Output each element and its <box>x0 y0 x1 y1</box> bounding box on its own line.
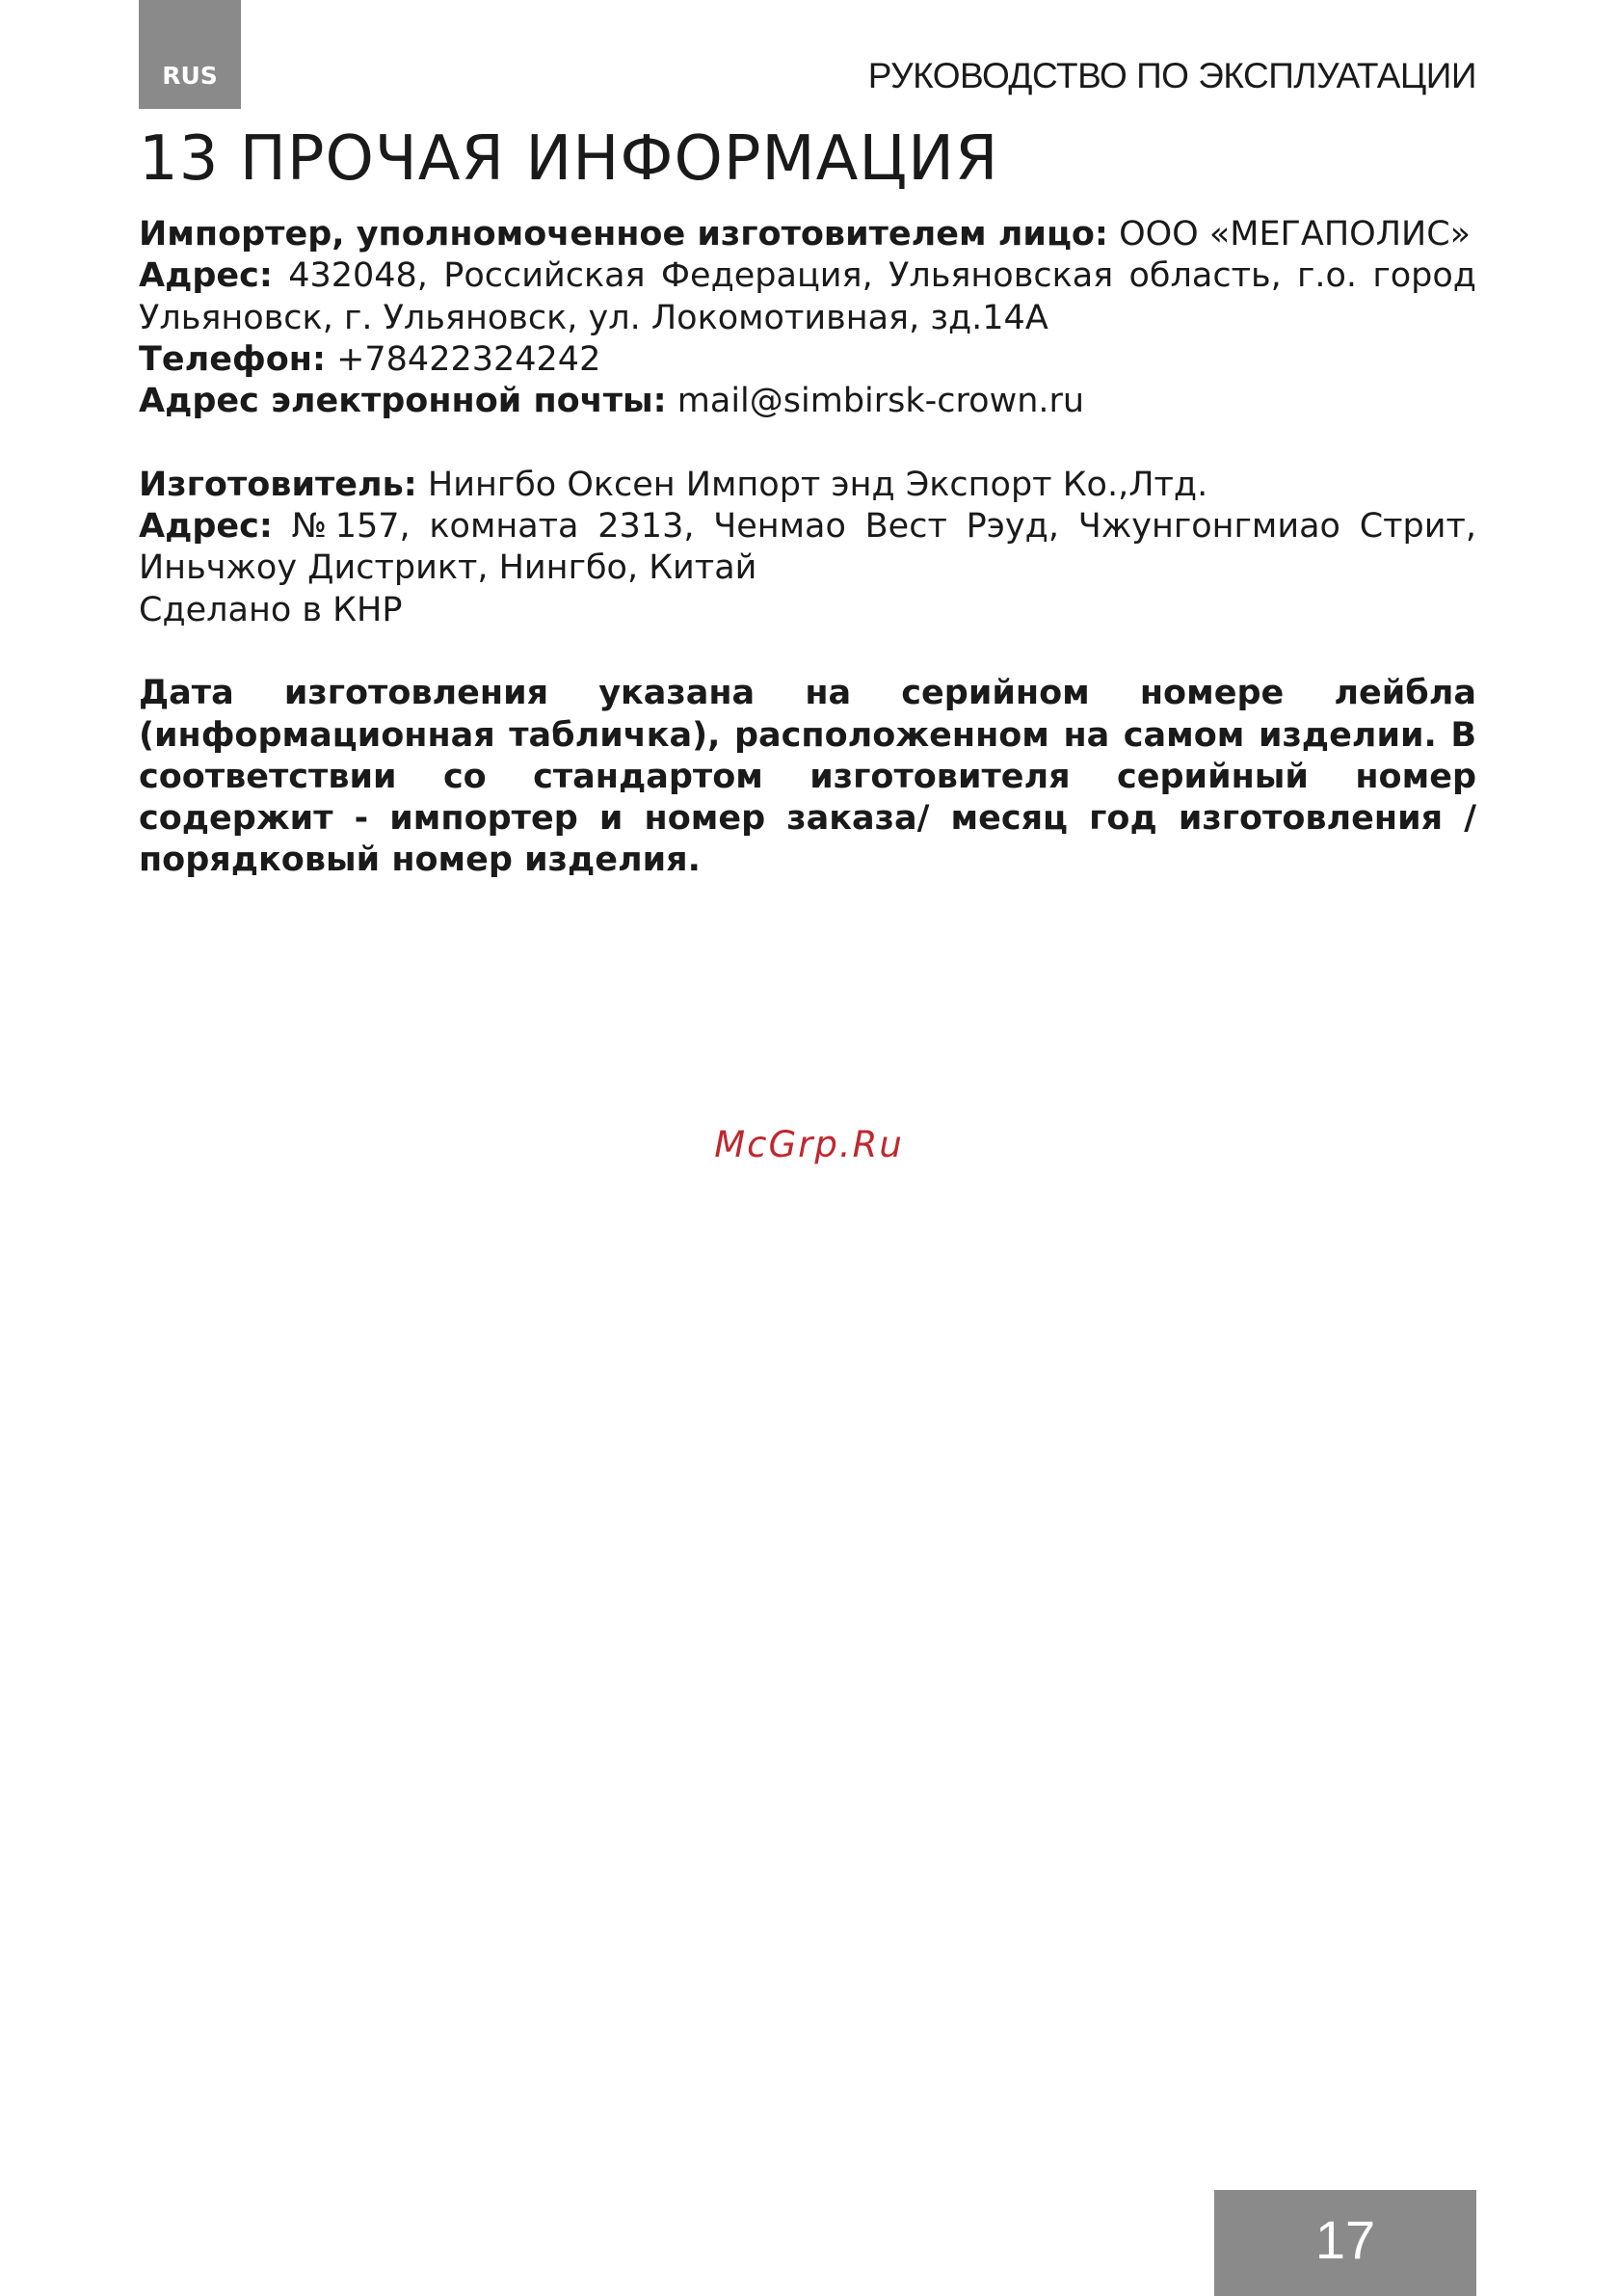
spacer <box>139 631 1476 673</box>
importer-email-line <box>139 381 1476 422</box>
importer-email-value: mail@simbirsk-crown.ru <box>666 382 1085 421</box>
importer-phone-line <box>139 339 1476 381</box>
made-in-line: Сделано в КНР <box>139 590 403 629</box>
page-number-box <box>1214 2190 1476 2296</box>
manufacturer-line <box>139 465 1476 506</box>
language-tab <box>139 0 241 109</box>
manual-title: РУКОВОДСТВО ПО ЭКСПЛУАТАЦИИ <box>867 56 1476 95</box>
manufacturer-label: Изготовитель: <box>139 465 417 504</box>
manufacturer-address-line <box>139 506 1476 590</box>
importer-address-label: Адрес: <box>139 256 273 296</box>
manufacturer-address-label: Адрес: <box>139 507 273 547</box>
production-date-note: Дата изготовления указана на серийном номере лейбла (информационная табличка), расположенном на самом изделии. В соответствии со стандартом изготовителя серийный номер содержит - импортер и номер заказа/ месяц год изготовления / порядковый номер изделия. <box>139 674 1476 880</box>
importer-phone-label: Телефон: <box>139 339 326 379</box>
manufacturer-address-value: №157, комната 2313, Ченмао Вест Рэуд, Чжунгонгмиао Стрит, Иньчжоу Дистрикт, Нингбо, Китай <box>139 507 1476 588</box>
importer-line <box>139 214 1476 255</box>
language-label: RUS <box>162 62 218 90</box>
section-title: 13 ПРОЧАЯ ИНФОРМАЦИЯ <box>139 123 999 195</box>
importer-value: ООО «МЕГАПОЛИС» <box>1107 215 1472 254</box>
watermark: McGrp.Ru <box>714 1124 904 1165</box>
importer-email-label: Адрес электронной почты: <box>139 382 667 421</box>
importer-phone-value: +78422324242 <box>325 339 601 379</box>
importer-address-line <box>139 255 1476 339</box>
manufacturer-value: Нингбо Оксен Импорт энд Экспорт Ко.,Лтд. <box>416 465 1208 504</box>
spacer <box>139 422 1476 464</box>
page-number: 17 <box>1314 2208 1376 2270</box>
document-body <box>139 214 1476 882</box>
importer-address-value: 432048, Российская Федерация, Ульяновская область, г.о. город Ульяновск, г. Ульяновск, ул. Локомотивная, зд.14А <box>139 256 1476 337</box>
importer-label: Импортер, уполномоченное изготовителем лицо: <box>139 215 1108 254</box>
